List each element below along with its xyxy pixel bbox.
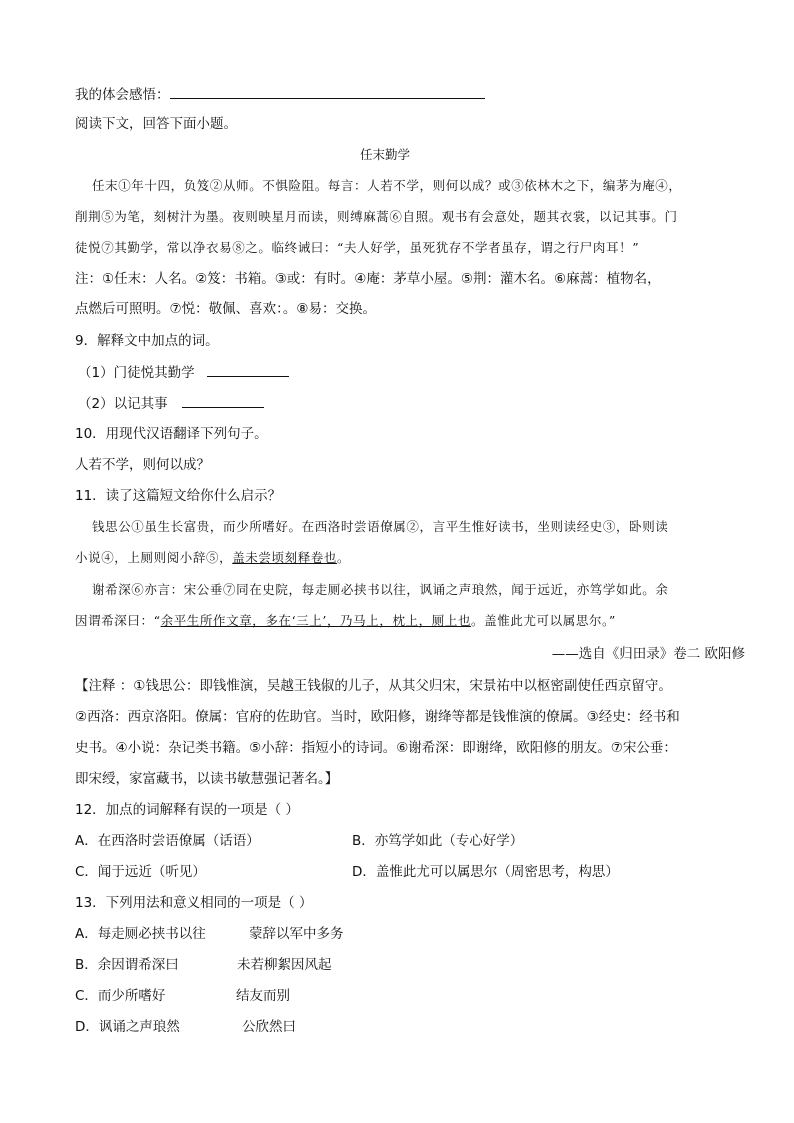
passage2-line (75, 549, 735, 567)
q13-option-b-right: 未若柳絮因风起 (237, 957, 332, 973)
question-12: 12．加点的词解释有误的一项是（ ） (75, 802, 299, 818)
question-13: 13．下列用法和意义相同的一项是（ ） (75, 895, 313, 911)
passage2-line (75, 612, 735, 630)
passage2-note: 史书。④小说：杂记类书籍。⑤小辞：指短小的诗词。⑥谢希深：即谢绛，欧阳修的朋友。⑦宋公垂： (75, 740, 677, 756)
passage2-source: ——选自《归田录》卷二 欧阳修 (551, 646, 745, 662)
passage1-line: 任末①年十四，负笈②从师。不惧险阻。每言：人若不学，则何以成？或③依林木之下，编茅为庵④， (92, 178, 682, 193)
q13-option-b-left: B．余因谓希深曰 (75, 957, 179, 973)
q13-option-a-left: A．每走厕必挟书以往 (75, 926, 206, 942)
q12-option-b[interactable]: B．亦笃学如此（专心好学） (352, 833, 524, 849)
question-9-2-text: （2）以记其事 (78, 396, 168, 412)
answer-blank-9-2[interactable] (182, 393, 264, 408)
passage1-note: 点燃后可照明。⑦悦：敬佩、喜欢：。⑧易：交换。 (75, 301, 376, 317)
passage2-line: 谢希深⑥亦言：宋公垂⑦同在史院，每走厕必挟书以往，讽诵之声琅然，闻于远近，亦笃学如此。余 (92, 582, 669, 597)
reflection-label: 我的体会感悟： (75, 87, 170, 103)
q12-option-a[interactable]: A．在西洛时尝语僚属（话语） (75, 833, 260, 849)
question-11: 11．读了这篇短文给你什么启示？ (75, 488, 282, 504)
reflection-answer-blank[interactable] (170, 84, 485, 99)
passage2-text: 。盖惟此尤可以属思尔。” (471, 613, 616, 628)
reflection-line (75, 84, 735, 104)
reading-instruction: 阅读下文，回答下面小题。 (75, 116, 237, 132)
q12-option-d[interactable]: D．盖惟此尤可以属思尔（周密思考，构思） (352, 864, 619, 880)
passage2-text: 因谓希深曰：“ (75, 613, 161, 628)
q12-option-c[interactable]: C．闻于远近（听见） (75, 864, 206, 880)
passage2-note: ②西洛：西京洛阳。僚属：官府的佐助官。当时，欧阳修，谢绛等都是钱惟演的僚属。③经史：经书和 (75, 709, 680, 725)
passage1-title: 任末勤学 (359, 147, 410, 162)
question-9: 9．解释文中加点的词。 (75, 333, 219, 349)
passage2-note: 即宋绶，家富藏书，以读书敏慧强记著名。】 (75, 771, 339, 787)
question-9-1-text: （1）门徒悦其勤学 (78, 365, 195, 381)
q13-option-a-right: 蒙辞以军中多务 (249, 926, 344, 942)
passage2-text: 小说④，上厕则阅小辞⑤， (75, 550, 233, 565)
passage1-note: 注：①任末：人名。②笈：书箱。③或：有时。④庵：茅草小屋。⑤荆：灌木名。⑥麻蒿：植物名， (75, 271, 661, 287)
passage1-line: 徒悦⑦其勤学，常以净衣易⑧之。临终诫曰：“夫人好学，虽死犹存不学者虽存，谓之行尸肉耳！” (75, 240, 640, 255)
q13-option-d-left: D．讽诵之声琅然 (75, 1019, 180, 1035)
answer-blank-9-1[interactable] (207, 362, 289, 377)
question-9-1 (78, 362, 738, 382)
question-9-2 (78, 393, 738, 413)
question-10: 10．用现代汉语翻译下列句子。 (75, 426, 268, 442)
q13-option-c-left: C．而少所嗜好 (75, 988, 166, 1004)
q13-option-c-right: 结友而别 (236, 988, 290, 1004)
passage2-note: 【注释 ：①钱思公：即钱惟演，吴越王钱俶的儿子，从其父归宋，宋景祐中以枢密副使任西京留守。 (75, 678, 672, 694)
passage2-text: 。 (337, 550, 351, 565)
q13-option-d-right: 公欣然曰 (242, 1019, 296, 1035)
passage2-line: 钱思公①虽生长富贵，而少所嗜好。在西洛时尝语僚属②，言平生惟好读书，坐则读经史③，卧则读 (92, 519, 669, 534)
question-10-sentence: 人若不学，则何以成？ (75, 457, 210, 473)
passage1-line: 削荆⑤为笔，刻树汁为墨。夜则映星月而读，则缚麻蒿⑥自照。观书有会意处，题其衣裳，以记其事。门 (75, 209, 678, 224)
underlined-sentence: 余平生所作文章，多在‘三上’，乃马上，枕上，厕上也 (160, 613, 472, 628)
underlined-sentence: 盖未尝顷刻释卷也 (232, 550, 338, 565)
